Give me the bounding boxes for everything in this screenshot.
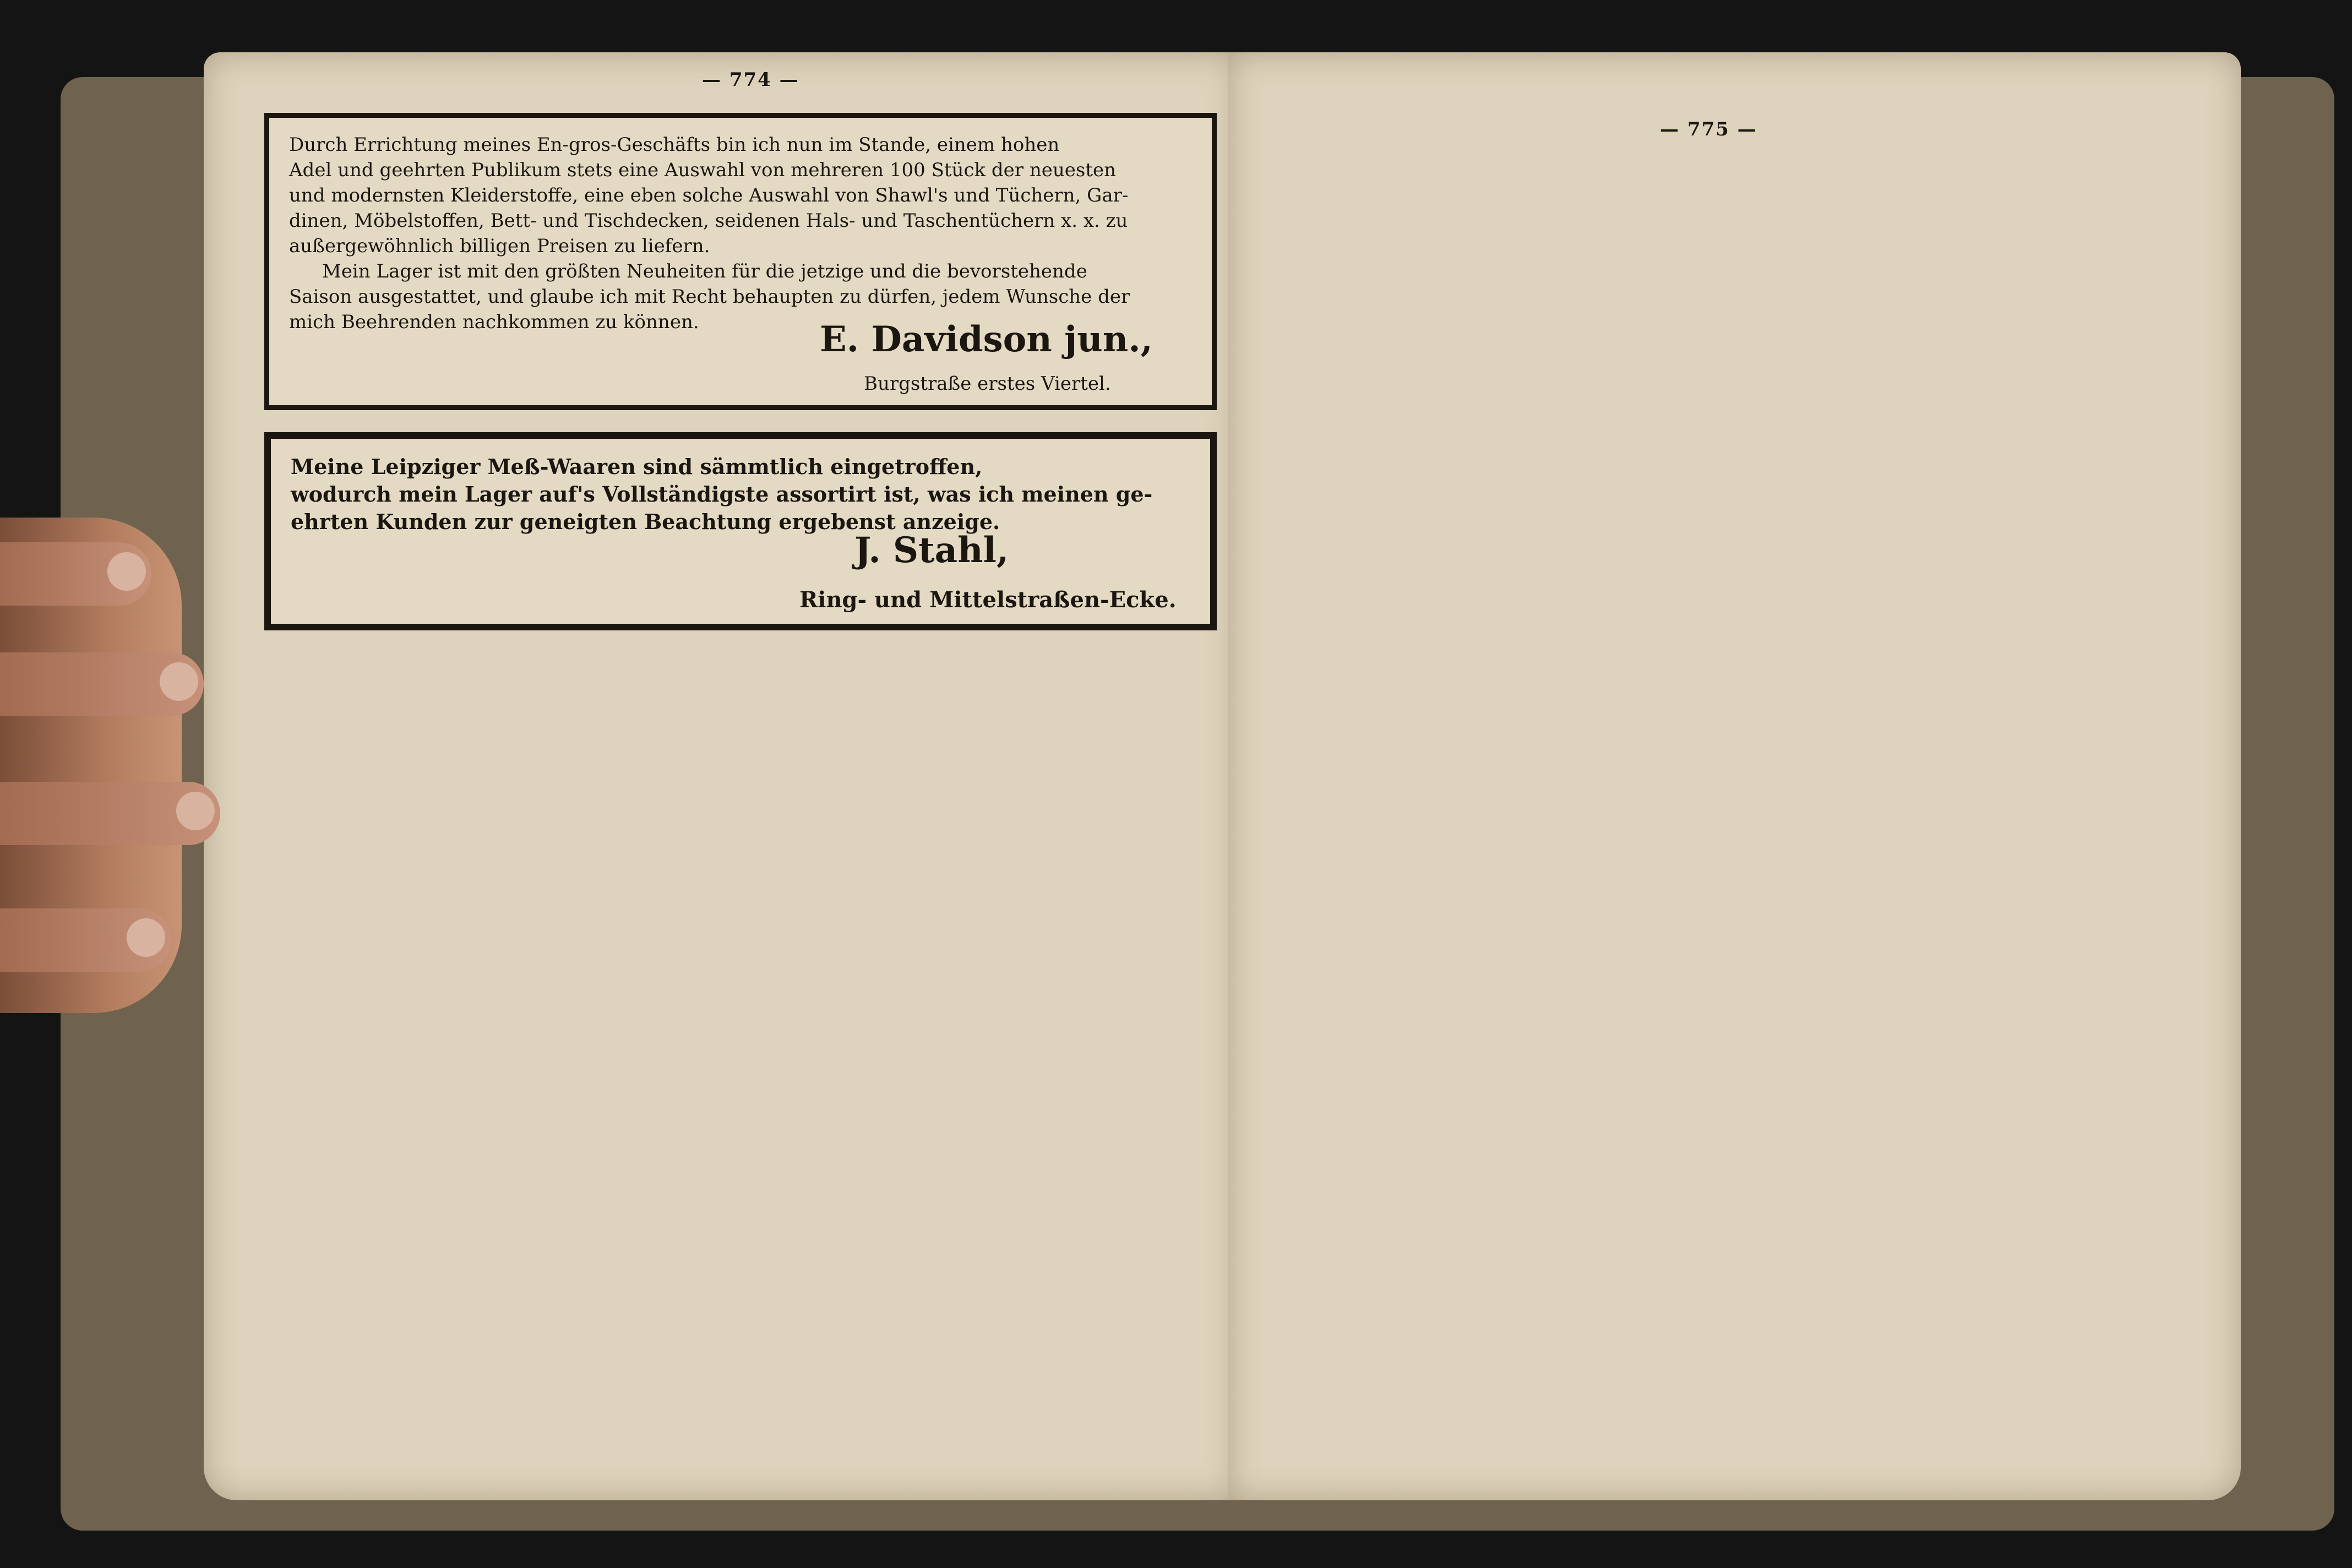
davidson-line: Adel und geehrten Publikum stets eine Auswahl von mehreren 100 Stück der neuesten bbox=[289, 159, 1117, 181]
finger bbox=[0, 542, 151, 606]
stahl-name: J. Stahl, bbox=[854, 530, 1009, 571]
right-page-number: — 775 — bbox=[1660, 118, 1757, 140]
davidson-address: Burgstraße erstes Viertel. bbox=[864, 373, 1111, 395]
davidson-line: außergewöhnlich billigen Preisen zu liefern. bbox=[289, 235, 710, 257]
right-page bbox=[1228, 52, 2241, 1500]
left-page-number: — 774 — bbox=[702, 69, 799, 91]
davidson-line: Durch Errichtung meines En-gros-Geschäfts bin ich nun im Stande, einem hohen bbox=[289, 134, 1060, 156]
davidson-ad bbox=[264, 113, 1217, 410]
fingernail bbox=[127, 918, 165, 957]
stahl-address: Ring- und Mittelstraßen-Ecke. bbox=[799, 587, 1177, 613]
stahl-line: wodurch mein Lager auf's Vollständigste assortirt ist, was ich meinen ge- bbox=[291, 482, 1153, 507]
stahl-line: Meine Leipziger Meß-Waaren sind sämmtlich eingetroffen, bbox=[291, 454, 983, 479]
fingernail bbox=[176, 792, 215, 830]
stahl-ad bbox=[264, 432, 1217, 630]
davidson-line: mich Beehrenden nachkommen zu können. bbox=[289, 311, 699, 333]
fingernail bbox=[160, 662, 198, 701]
davidson-line: und modernsten Kleiderstoffe, eine eben solche Auswahl von Shawl's und Tüchern, Gar- bbox=[289, 184, 1129, 206]
finger bbox=[0, 782, 220, 845]
finger bbox=[0, 652, 204, 716]
davidson-line: Mein Lager ist mit den größten Neuheiten für die jetzige und die bevorstehende bbox=[322, 260, 1087, 282]
davidson-line: dinen, Möbelstoffen, Bett- und Tischdecken, seidenen Hals- und Taschentüchern x. x. zu bbox=[289, 210, 1128, 232]
left-page bbox=[204, 52, 1239, 1500]
fingernail bbox=[107, 552, 146, 591]
davidson-line: Saison ausgestattet, und glaube ich mit Recht behaupten zu dürfen, jedem Wunsche der bbox=[289, 286, 1130, 308]
finger bbox=[0, 908, 171, 972]
davidson-name: E. Davidson jun., bbox=[820, 319, 1153, 360]
stahl-line: ehrten Kunden zur geneigten Beachtung ergebenst anzeige. bbox=[291, 509, 1000, 534]
